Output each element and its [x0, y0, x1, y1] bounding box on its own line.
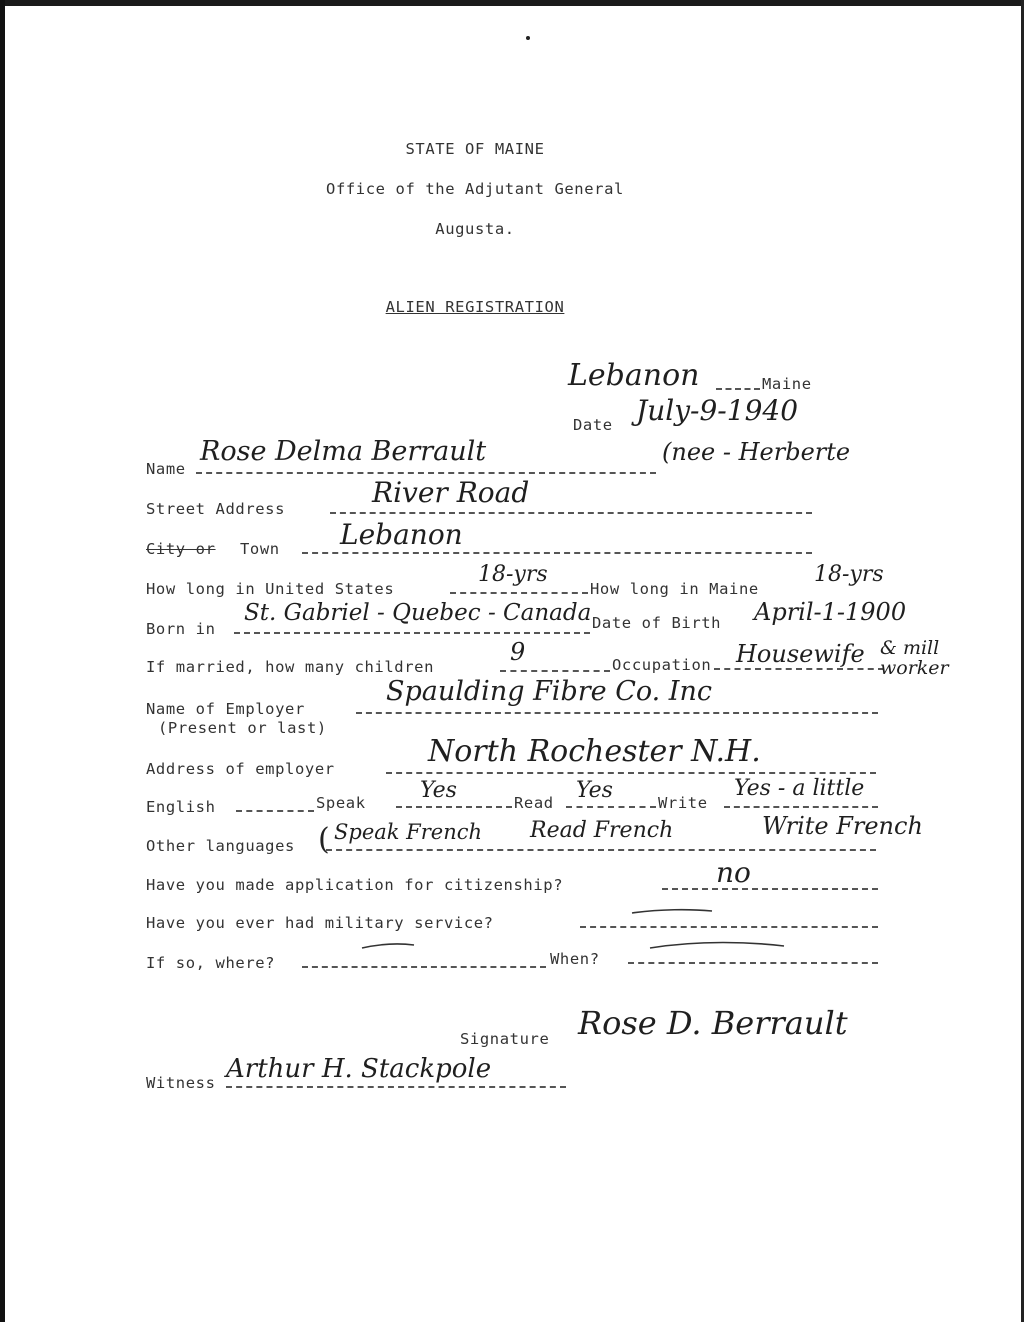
street-value: River Road	[372, 476, 530, 509]
if-so-line	[302, 966, 546, 968]
us-long-value: 18-yrs	[478, 562, 548, 587]
date-value: July-9-1940	[636, 394, 799, 427]
street-label: Street Address	[146, 500, 286, 518]
date-label: Date	[573, 416, 613, 434]
read-label: Read	[514, 794, 554, 812]
witness-line	[226, 1086, 566, 1088]
employer-label: Name of Employer	[146, 700, 305, 718]
english-label: English	[146, 798, 216, 816]
other-lang-label: Other languages	[146, 837, 295, 855]
us-long-label: How long in United States	[146, 580, 395, 598]
if-so-label: If so, where?	[146, 954, 276, 972]
witness-label: Witness	[146, 1074, 216, 1092]
dob-value: April-1-1900	[754, 598, 907, 626]
other-write-value: Write French	[762, 812, 923, 840]
citizenship-label: Have you made application for citizenship?	[146, 876, 564, 894]
born-label: Born in	[146, 620, 216, 638]
citizenship-value: no	[716, 856, 751, 889]
write-value: Yes - a little	[734, 776, 865, 801]
emp-address-value: North Rochester N.H.	[428, 734, 761, 769]
write-label: Write	[658, 794, 708, 812]
maine-label: Maine	[762, 375, 812, 393]
signature-label: Signature	[460, 1030, 550, 1048]
occupation-label: Occupation	[612, 656, 712, 674]
present-last-label: (Present or last)	[158, 719, 327, 737]
header-city: Augusta.	[435, 220, 515, 238]
when-line	[628, 962, 878, 964]
emp-address-label: Address of employer	[146, 760, 335, 778]
military-label: Have you ever had military service?	[146, 914, 494, 932]
me-long-label: How long in Maine	[590, 580, 759, 598]
city-label-struck: City or	[146, 540, 216, 558]
name-nee: (nee - Herberte	[662, 438, 851, 466]
occupation-value: Housewife	[736, 640, 865, 668]
speak-value: Yes	[420, 778, 457, 803]
place-value: Lebanon	[568, 358, 700, 393]
children-value: 9	[510, 638, 526, 666]
read-value: Yes	[576, 778, 613, 803]
when-label: When?	[550, 950, 600, 968]
paren-open-icon: (	[318, 822, 330, 857]
speak-label: Speak	[316, 794, 366, 812]
married-label: If married, how many children	[146, 658, 435, 676]
occupation-extra: & mill worker	[880, 637, 949, 679]
dob-label: Date of Birth	[592, 614, 722, 632]
employer-value: Spaulding Fibre Co. Inc	[386, 676, 712, 707]
name-value: Rose Delma Berrault	[200, 436, 487, 467]
other-speak-value: Speak French	[334, 820, 483, 844]
witness-value: Arthur H. Stackpole	[226, 1054, 492, 1084]
town-value: Lebanon	[340, 518, 463, 551]
name-label: Name	[146, 460, 186, 478]
header-office: Office of the Adjutant General	[326, 180, 624, 198]
town-label: Town	[240, 540, 280, 558]
me-long-value: 18-yrs	[814, 562, 884, 587]
other-read-value: Read French	[530, 818, 674, 843]
signature-value: Rose D. Berrault	[578, 1004, 848, 1042]
header-state: STATE OF MAINE	[405, 140, 545, 158]
born-value: St. Gabriel - Quebec - Canada	[244, 600, 592, 626]
form-title: ALIEN REGISTRATION	[385, 298, 565, 316]
